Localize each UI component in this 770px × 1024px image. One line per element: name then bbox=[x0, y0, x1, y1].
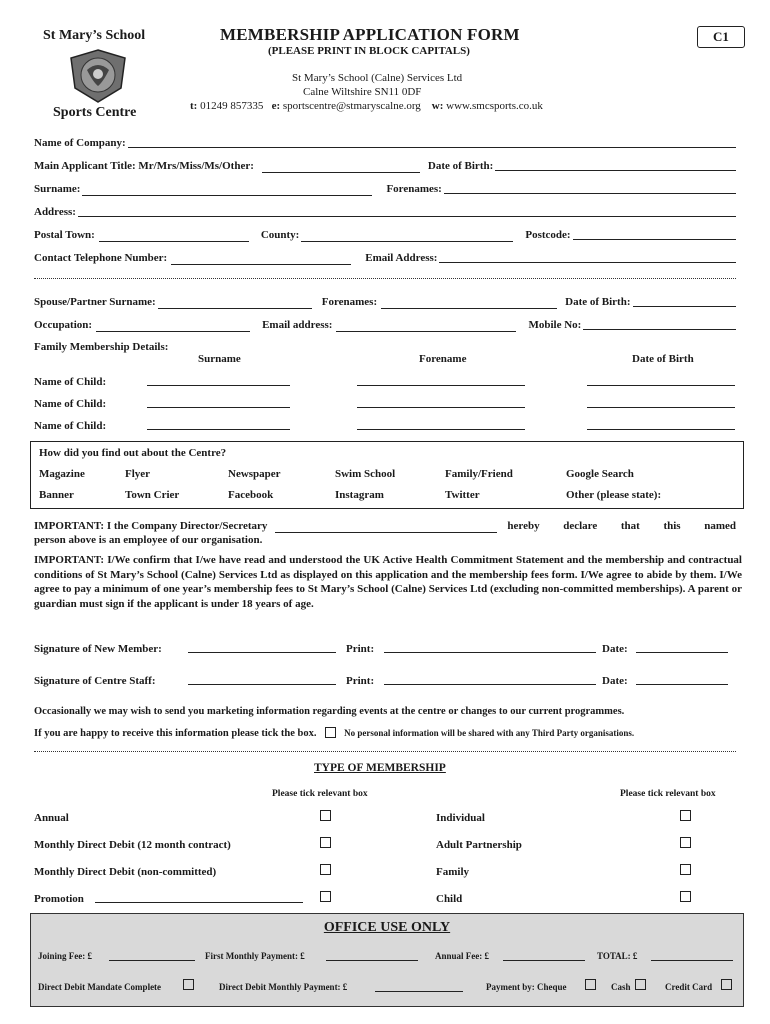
spouse-forenames-label: Forenames: bbox=[321, 296, 378, 308]
spouse-row bbox=[34, 296, 736, 309]
family-heading: Family Membership Details: bbox=[34, 341, 169, 353]
staff-print-input[interactable] bbox=[384, 675, 596, 685]
dd-mandate-label: Direct Debit Mandate Complete bbox=[38, 982, 162, 992]
town-row bbox=[34, 229, 736, 242]
mobile-label: Mobile No: bbox=[528, 319, 582, 331]
spouse-surname-input[interactable] bbox=[158, 299, 312, 309]
option-swim-school[interactable]: Swim School bbox=[335, 468, 396, 480]
staff-date-label: Date: bbox=[602, 675, 628, 687]
family-checkbox[interactable] bbox=[680, 864, 691, 875]
director-input[interactable] bbox=[275, 523, 497, 533]
address-input[interactable] bbox=[78, 216, 736, 217]
surname-input[interactable] bbox=[82, 186, 372, 196]
membership-child: Child bbox=[436, 893, 463, 905]
child-label: Name of Child: bbox=[34, 376, 107, 388]
adult-partnership-checkbox[interactable] bbox=[680, 837, 691, 848]
telephone: 01249 857335 bbox=[200, 100, 264, 112]
forenames-input[interactable] bbox=[444, 193, 736, 194]
option-twitter[interactable]: Twitter bbox=[445, 489, 480, 501]
privacy-note: No personal information will be shared with any Third Party organisations. bbox=[344, 728, 635, 738]
option-newspaper[interactable]: Newspaper bbox=[228, 468, 281, 480]
cheque-checkbox[interactable] bbox=[585, 979, 596, 990]
spouse-email-label: Email address: bbox=[262, 319, 333, 331]
credit-card-checkbox[interactable] bbox=[721, 979, 732, 990]
dotted-divider bbox=[34, 751, 736, 752]
child-dob-input[interactable] bbox=[587, 398, 735, 408]
col-forename: Forename bbox=[419, 353, 467, 365]
title-label: Main Applicant Title: Mr/Mrs/Miss/Ms/Other: bbox=[34, 160, 254, 172]
promotion-input[interactable] bbox=[95, 893, 303, 903]
member-signature-label: Signature of New Member: bbox=[34, 643, 162, 655]
total-label: TOTAL: £ bbox=[597, 951, 638, 961]
child-forename-input[interactable] bbox=[357, 420, 525, 430]
individual-checkbox[interactable] bbox=[680, 810, 691, 821]
marketing-text: Occasionally we may wish to send you marketing information regarding events at the centre or changes to our current programmes. bbox=[34, 706, 625, 717]
membership-annual: Annual bbox=[34, 812, 69, 824]
address-line-2: Calne Wiltshire SN11 0DF bbox=[303, 86, 422, 98]
dob-input[interactable] bbox=[495, 170, 736, 171]
joining-fee-input[interactable] bbox=[109, 952, 195, 961]
member-date-label: Date: bbox=[602, 643, 628, 655]
postcode-label: Postcode: bbox=[525, 229, 571, 241]
company-row bbox=[34, 137, 736, 150]
option-google-search[interactable]: Google Search bbox=[566, 468, 634, 480]
membership-family: Family bbox=[436, 866, 469, 878]
child-surname-input[interactable] bbox=[147, 398, 290, 408]
dd-mandate-checkbox[interactable] bbox=[183, 979, 194, 990]
option-banner[interactable]: Banner bbox=[39, 489, 74, 501]
membership-heading: TYPE OF MEMBERSHIP bbox=[314, 762, 446, 774]
dotted-divider bbox=[34, 278, 736, 279]
member-date-input[interactable] bbox=[636, 643, 728, 653]
company-label: Name of Company: bbox=[34, 137, 126, 149]
email-input[interactable] bbox=[439, 262, 736, 263]
county-label: County: bbox=[260, 229, 300, 241]
office-use-heading: OFFICE USE ONLY bbox=[323, 920, 451, 935]
membership-monthly-noncommitted: Monthly Direct Debit (non-committed) bbox=[34, 866, 217, 878]
tick-label-left: Please tick relevant box bbox=[272, 789, 368, 799]
occupation-label: Occupation: bbox=[34, 319, 93, 331]
spouse-surname-label: Spouse/Partner Surname: bbox=[34, 296, 156, 308]
surname-label: Surname: bbox=[34, 183, 81, 195]
email-label: Email Address: bbox=[365, 252, 438, 264]
staff-date-input[interactable] bbox=[636, 675, 728, 685]
occupation-row bbox=[34, 319, 736, 332]
dd-monthly-input[interactable] bbox=[375, 983, 463, 992]
first-monthly-label: First Monthly Payment: £ bbox=[205, 951, 305, 961]
occupation-input[interactable] bbox=[96, 322, 250, 332]
title-input[interactable] bbox=[262, 163, 420, 173]
joining-fee-label: Joining Fee: £ bbox=[38, 951, 92, 961]
dd-monthly-label: Direct Debit Monthly Payment: £ bbox=[219, 982, 348, 992]
option-town-crier[interactable]: Town Crier bbox=[125, 489, 180, 501]
membership-monthly-12: Monthly Direct Debit (12 month contract) bbox=[34, 839, 231, 851]
member-print-input[interactable] bbox=[384, 643, 596, 653]
address-line-1: St Mary’s School (Calne) Services Ltd bbox=[292, 72, 463, 84]
annual-checkbox[interactable] bbox=[320, 810, 331, 821]
marketing-checkbox[interactable] bbox=[325, 727, 336, 738]
cash-label: Cash bbox=[611, 982, 631, 992]
director-label: IMPORTANT: I the Company Director/Secretary bbox=[34, 520, 268, 532]
contact-line: t: 01249 857335 e: sportscentre@stmaryscalne.org w: www.smcsports.co.uk bbox=[190, 100, 543, 112]
form-subtitle: (PLEASE PRINT IN BLOCK CAPITALS) bbox=[268, 45, 470, 57]
office-use-panel bbox=[30, 913, 744, 1007]
child-checkbox[interactable] bbox=[680, 891, 691, 902]
how-found-box bbox=[30, 441, 744, 509]
membership-promotion: Promotion bbox=[34, 893, 84, 905]
annual-fee-input[interactable] bbox=[503, 952, 585, 961]
option-family-friend[interactable]: Family/Friend bbox=[445, 468, 513, 480]
tick-label-right: Please tick relevant box bbox=[620, 789, 716, 799]
phone-label: Contact Telephone Number: bbox=[34, 252, 168, 264]
spouse-email-input[interactable] bbox=[336, 322, 516, 332]
marketing-optin-row bbox=[34, 727, 736, 740]
option-magazine[interactable]: Magazine bbox=[39, 468, 85, 480]
email-address: sportscentre@stmaryscalne.org bbox=[282, 100, 421, 112]
child-label: Name of Child: bbox=[34, 420, 107, 432]
school-name: St Mary’s School bbox=[43, 28, 146, 43]
county-input[interactable] bbox=[301, 232, 513, 242]
forenames-label: Forenames: bbox=[386, 183, 442, 195]
monthly-noncommitted-checkbox[interactable] bbox=[320, 864, 331, 875]
child-surname-input[interactable] bbox=[147, 420, 290, 430]
total-input[interactable] bbox=[651, 952, 733, 961]
declaration-text-cont: person above is an employee of our organisation. bbox=[34, 534, 263, 546]
option-instagram[interactable]: Instagram bbox=[335, 489, 384, 501]
first-monthly-input[interactable] bbox=[326, 952, 418, 961]
declaration-text: hereby declare that this named bbox=[507, 520, 736, 532]
form-title: MEMBERSHIP APPLICATION FORM bbox=[220, 25, 520, 44]
payment-cheque-label: Payment by: Cheque bbox=[486, 982, 567, 992]
member-signature-input[interactable] bbox=[188, 643, 336, 653]
title-row bbox=[34, 160, 736, 173]
child-dob-input[interactable] bbox=[587, 420, 735, 430]
child-forename-input[interactable] bbox=[357, 398, 525, 408]
member-print-label: Print: bbox=[346, 643, 375, 655]
child-dob-input[interactable] bbox=[587, 376, 735, 386]
membership-adult-partnership: Adult Partnership bbox=[436, 839, 522, 851]
sports-centre-label: Sports Centre bbox=[53, 105, 137, 120]
address-label: Address: bbox=[34, 206, 76, 218]
surname-row bbox=[34, 183, 736, 196]
child-forename-input[interactable] bbox=[357, 376, 525, 386]
col-surname: Surname bbox=[198, 353, 241, 365]
cash-checkbox[interactable] bbox=[635, 979, 646, 990]
option-other[interactable]: Other (please state): bbox=[566, 489, 662, 501]
school-crest-logo bbox=[67, 48, 129, 104]
commitment-paragraph: IMPORTANT: I/We confirm that I/we have read and understood the UK Active Health Commitment Statement and the membership and contractual conditions of St Mary’s School (Calne) Services Ltd as displayed on this application and the membership fees form. I/We agree to abide by them. I/We agree to pay a minimum of one year’s membership fees to St Mary’s School (Calne) Services Ltd (excluding non-committed memberships). A parent or guardian must sign if the applicant is under 18 years of age. bbox=[34, 554, 742, 610]
website: www.smcsports.co.uk bbox=[446, 100, 543, 112]
phone-row bbox=[34, 252, 736, 265]
child-surname-input[interactable] bbox=[147, 376, 290, 386]
postcode-input[interactable] bbox=[573, 239, 736, 240]
staff-print-label: Print: bbox=[346, 675, 375, 687]
phone-input[interactable] bbox=[171, 255, 351, 265]
option-flyer[interactable]: Flyer bbox=[125, 468, 151, 480]
director-declaration bbox=[34, 520, 736, 533]
marketing-optin-label: If you are happy to receive this information please tick the box. bbox=[34, 728, 317, 739]
annual-fee-label: Annual Fee: £ bbox=[435, 951, 489, 961]
how-found-question: How did you find out about the Centre? bbox=[39, 447, 227, 459]
spouse-dob-label: Date of Birth: bbox=[565, 296, 631, 308]
staff-signature-input[interactable] bbox=[188, 675, 336, 685]
spouse-forenames-input[interactable] bbox=[381, 299, 557, 309]
monthly-12-checkbox[interactable] bbox=[320, 837, 331, 848]
town-label: Postal Town: bbox=[34, 229, 95, 241]
town-input[interactable] bbox=[99, 232, 249, 242]
credit-card-label: Credit Card bbox=[665, 982, 713, 992]
col-dob: Date of Birth bbox=[632, 353, 694, 365]
staff-signature-label: Signature of Centre Staff: bbox=[34, 675, 156, 687]
option-facebook[interactable]: Facebook bbox=[228, 489, 274, 501]
form-code-box: C1 bbox=[697, 26, 745, 48]
dob-label: Date of Birth: bbox=[427, 160, 494, 172]
promotion-checkbox[interactable] bbox=[320, 891, 331, 902]
spouse-dob-input[interactable] bbox=[633, 306, 737, 307]
mobile-input[interactable] bbox=[583, 329, 736, 330]
membership-individual: Individual bbox=[436, 812, 485, 824]
company-input[interactable] bbox=[128, 147, 736, 148]
child-label: Name of Child: bbox=[34, 398, 107, 410]
address-row bbox=[34, 206, 736, 219]
